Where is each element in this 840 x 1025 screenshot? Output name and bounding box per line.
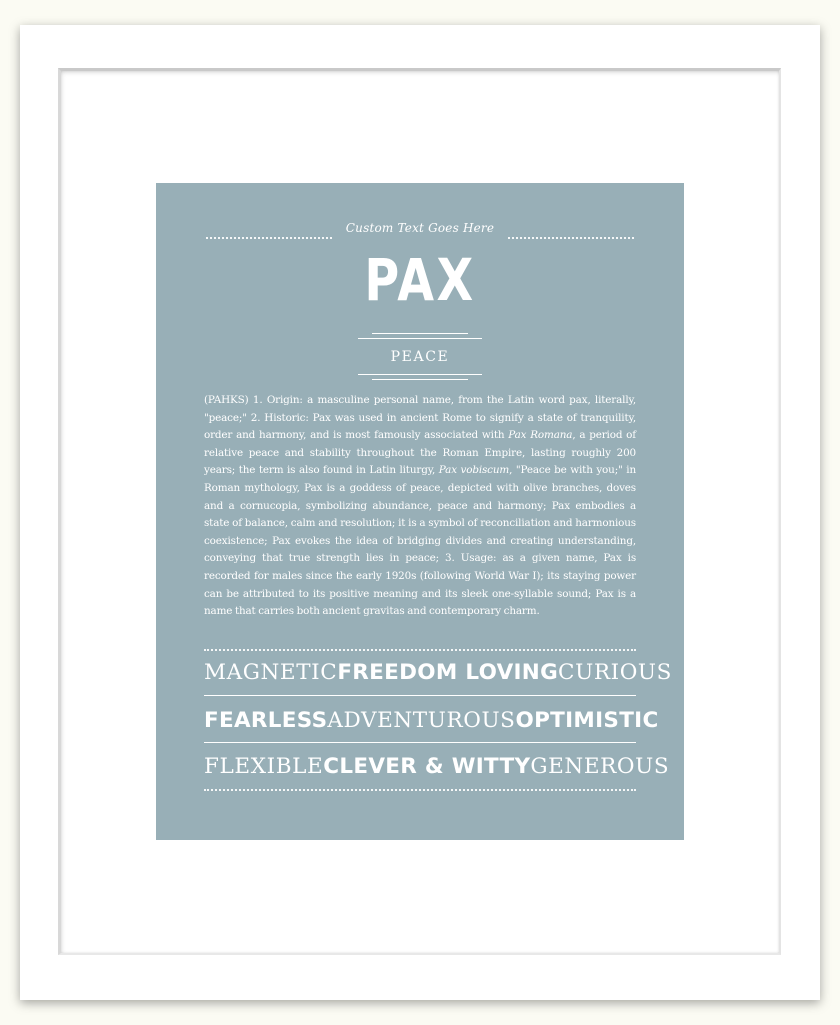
traits-separator [204,695,636,696]
trait: FEARLESS [204,708,328,733]
traits-row-2 [204,706,659,736]
custom-text: Custom Text Goes Here [345,221,495,235]
trait: GENEROUS [530,754,670,779]
definition-text: , a period of relative peace and stability throughout the Roman Empire, lasting roughly 200 years; the term is also found in Latin liturgy, [204,429,636,477]
dotted-divider-left [206,237,332,239]
name-definition [204,392,636,621]
rule-bottom-long [358,374,482,375]
traits-separator [204,742,636,743]
trait: MAGNETIC [204,660,338,685]
trait: FREEDOM LOVING [337,660,559,685]
traits-row-1 [204,658,672,688]
name-title: PAX [364,246,476,314]
definition-italic-pax-vobiscum: Pax vobiscum [438,464,510,477]
traits-row-3 [204,752,670,782]
trait: OPTIMISTIC [515,708,659,733]
definition-text: (PAHKS) 1. Origin: a masculine personal name, from the Latin word pax, literally, "peace;" 2. Historic: Pax was used in ancient Rome to signify a state of tranquility, order and harmony, and is most famously associated with [204,394,636,442]
rule-top-short [372,333,468,334]
definition-text: , "Peace be with you;" in Roman mythology, Pax is a goddess of peace, depicted with olive branches, doves and a cornucopia, symbolizing abundance, peace and harmony; Pax embodies a state of balance, calm and resolution; it is a symbol of reconciliation and harmonious coexistence; Pax evokes the idea of bridging divides and creating understanding, conveying that true strength lies in peace; 3. Usage: as a given name, Pax is recorded for males since the early 1920s (following World War I); its staying power can be attributed to its positive meaning and its sleek one-syllable sound; Pax is a name that carries both ancient gravitas and contemporary charm. [204,464,636,618]
name-meaning: PEACE [390,349,450,365]
rule-top-long [358,338,482,339]
trait: FLEXIBLE [204,754,324,779]
definition-italic-pax-romana: Pax Romana [508,429,573,442]
rule-bottom-short [372,379,468,380]
name-print [156,183,684,840]
trait: ADVENTUROUS [327,708,516,733]
dotted-divider-traits-top [204,649,636,651]
dotted-divider-traits-bottom [204,789,636,791]
trait: CURIOUS [558,660,672,685]
dotted-divider-right [508,237,634,239]
trait: CLEVER & WITTY [323,754,531,779]
